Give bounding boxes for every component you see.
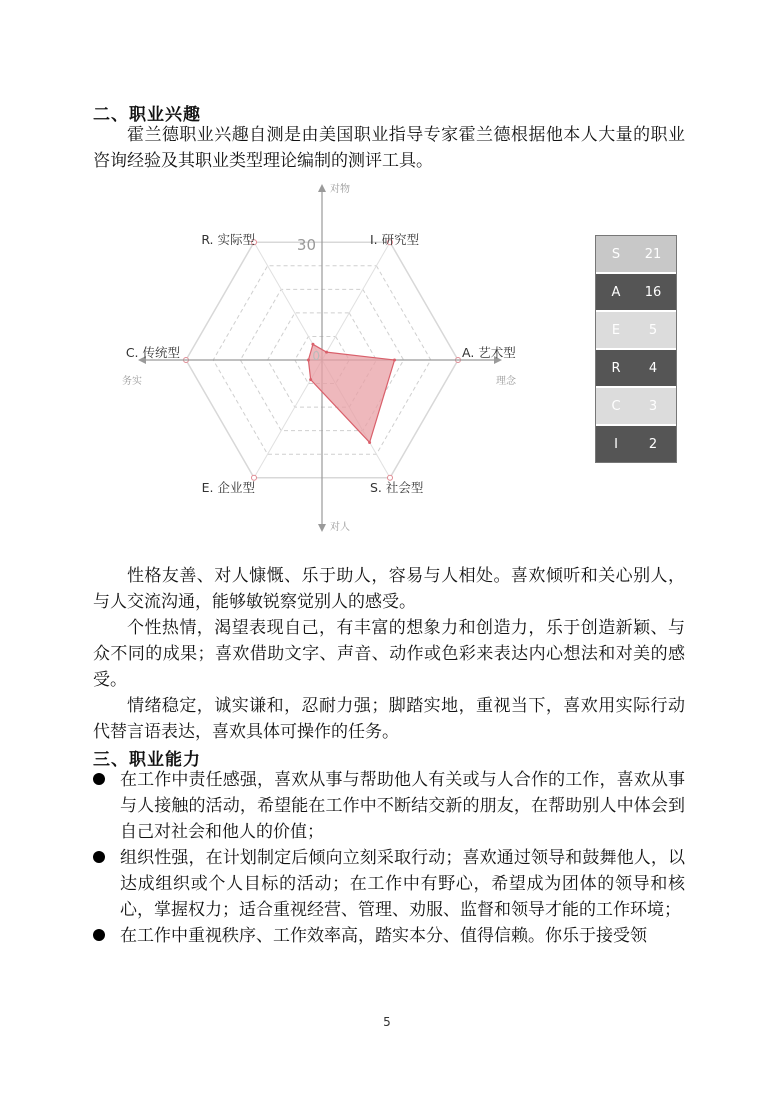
score-code: C bbox=[611, 398, 621, 414]
interest-intro: 霍兰德职业兴趣自测是由美国职业指导专家霍兰德根据他本人大量的职业咨询经验及其职业类型理论编制的测评工具。 bbox=[93, 125, 685, 171]
holland-radar-chart bbox=[100, 178, 550, 548]
direction-label-left: 务实 bbox=[122, 376, 142, 387]
bullet-icon bbox=[93, 851, 105, 863]
radar-axis-label: R. 实际型 bbox=[201, 232, 255, 247]
score-code: A bbox=[611, 284, 621, 300]
radar-data-point bbox=[307, 359, 310, 362]
radar-axis-label: A. 艺术型 bbox=[462, 345, 516, 360]
score-row bbox=[596, 274, 676, 312]
radar-axis-label: C. 传统型 bbox=[125, 345, 180, 360]
score-value: 2 bbox=[648, 436, 658, 452]
bullet-icon bbox=[93, 773, 105, 785]
radar-data-point bbox=[393, 359, 396, 362]
list-item bbox=[93, 767, 685, 845]
score-value: 21 bbox=[644, 246, 662, 262]
radar-data-area bbox=[308, 344, 394, 442]
section-heading-ability: 三、职业能力 bbox=[93, 750, 201, 770]
list-item bbox=[93, 845, 685, 923]
radar-data-point bbox=[368, 441, 371, 444]
bullet-icon bbox=[93, 929, 105, 941]
score-row bbox=[596, 312, 676, 350]
score-row bbox=[596, 350, 676, 388]
description-realistic: 情绪稳定，诚实谦和，忍耐力强；脚踏实地，重视当下，喜欢用实际行动代替言语表达，喜欢具体可操作的任务。 bbox=[93, 696, 685, 742]
score-value: 16 bbox=[644, 284, 662, 300]
page-number: 5 bbox=[383, 1015, 391, 1029]
ability-list bbox=[93, 767, 685, 949]
radar-axis-label: S. 社会型 bbox=[370, 480, 424, 495]
score-code: E bbox=[611, 322, 621, 338]
description-social: 性格友善、对人慷慨、乐于助人，容易与人相处。喜欢倾听和关心别人，与人交流沟通，能够敏锐察觉别人的感受。 bbox=[93, 566, 685, 612]
list-item bbox=[93, 923, 685, 949]
radar-axis-label: I. 研究型 bbox=[370, 232, 420, 247]
radar-data-point bbox=[311, 343, 314, 346]
score-code: R bbox=[611, 360, 621, 376]
radar-data-point bbox=[309, 378, 312, 381]
radar-spoke bbox=[322, 242, 390, 360]
description-artistic: 个性热情，渴望表现自己，有丰富的想象力和创造力，乐于创造新颖、与众不同的成果；喜欢借助文字、声音、动作或色彩来表达内心想法和对美的感受。 bbox=[93, 618, 685, 690]
score-value: 5 bbox=[648, 322, 658, 338]
score-row bbox=[596, 236, 676, 274]
arrow-up-icon bbox=[318, 184, 326, 192]
arrow-down-icon bbox=[318, 524, 326, 532]
score-row bbox=[596, 388, 676, 426]
radar-axis-label: E. 企业型 bbox=[201, 480, 255, 495]
radar-spoke bbox=[254, 242, 322, 360]
score-value: 4 bbox=[648, 360, 658, 376]
score-panel bbox=[595, 235, 677, 463]
score-code: I bbox=[614, 436, 618, 452]
list-item-text: 在工作中责任感强，喜欢从事与帮助他人有关或与人合作的工作，喜欢从事与人接触的活动，希望能在工作中不断结交新的朋友，在帮助别人中体会到自己对社会和他人的价值； bbox=[120, 770, 685, 842]
section-heading-interest: 二、职业兴趣 bbox=[93, 105, 201, 125]
direction-label-top: 对物 bbox=[330, 184, 350, 195]
score-code: S bbox=[611, 246, 621, 262]
radar-max-label: 30 bbox=[296, 236, 316, 254]
score-value: 3 bbox=[648, 398, 658, 414]
list-item-text: 组织性强，在计划制定后倾向立刻采取行动；喜欢通过领导和鼓舞他人，以达成组织或个人目标的活动；在工作中有野心，希望成为团体的领导和核心，掌握权力；适合重视经营、管理、劝服、监督和领导才能的工作环境； bbox=[120, 848, 685, 920]
direction-label-right: 理念 bbox=[496, 376, 516, 387]
direction-label-bottom: 对人 bbox=[330, 522, 350, 533]
score-row bbox=[596, 426, 676, 462]
radar-data-point bbox=[325, 351, 328, 354]
radar-zero-label: 0 bbox=[312, 349, 320, 363]
list-item-text: 在工作中重视秩序、工作效率高，踏实本分、值得信赖。你乐于接受领 bbox=[120, 926, 647, 946]
